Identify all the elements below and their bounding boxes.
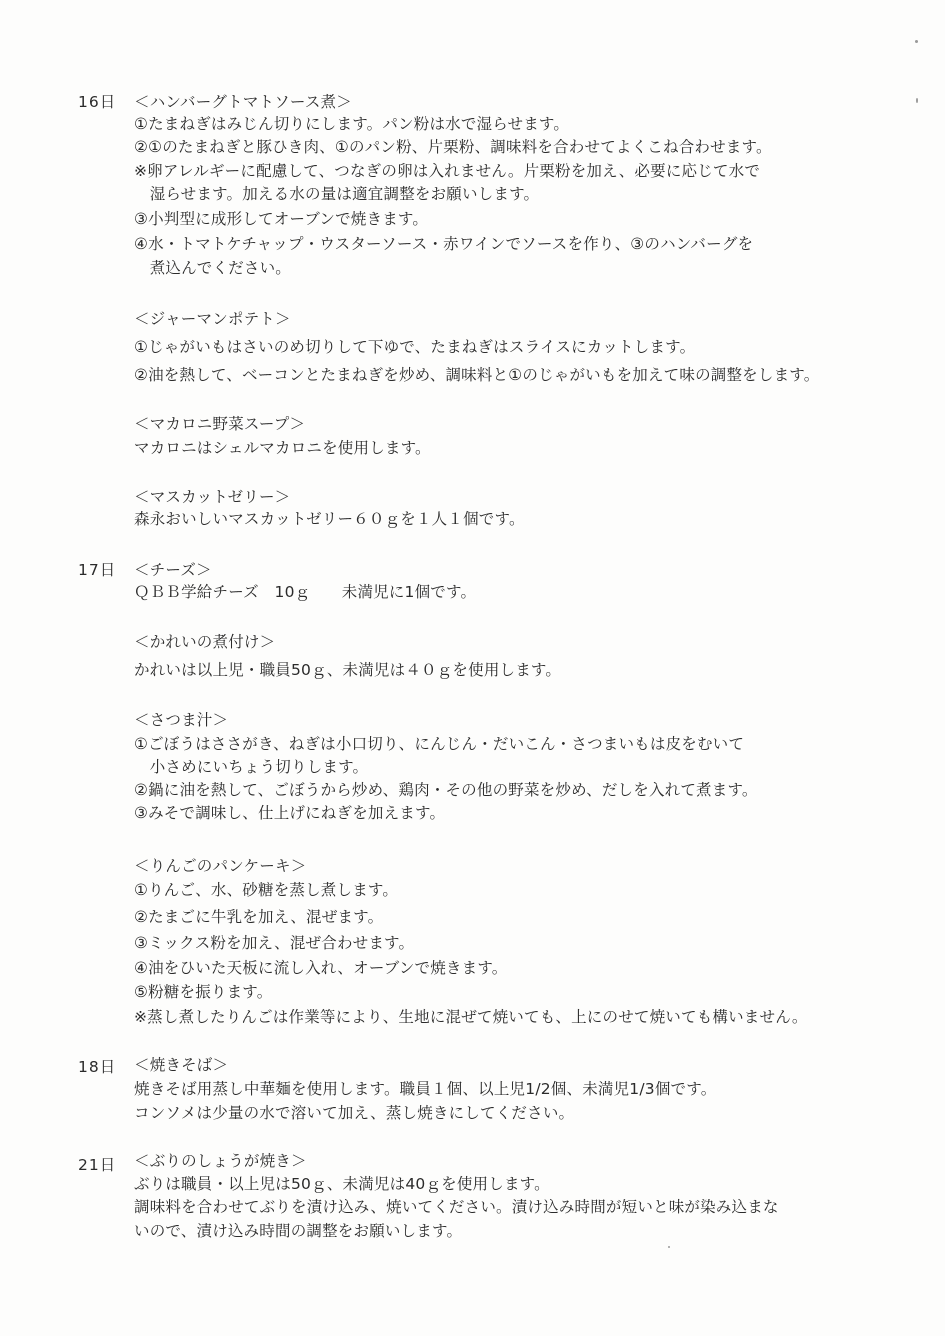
text-line: ぶりは職員・以上児は50ｇ、未満児は40ｇを使用します。 [134, 1175, 550, 1193]
section-title: ＜さつま汁＞ [134, 711, 229, 729]
section-title: ＜ハンバーグトマトソース煮＞ [134, 93, 352, 111]
day-date: 17日 [78, 561, 117, 579]
text-line: ②たまごに牛乳を加え、混ぜます。 [134, 908, 384, 926]
text-line: ⑤粉糖を振ります。 [134, 983, 273, 1001]
section-title: ＜りんごのパンケーキ＞ [134, 857, 307, 875]
text-line: ③小判型に成形してオーブンで焼きます。 [134, 210, 429, 228]
day-date: 18日 [78, 1058, 117, 1076]
scan-speck [915, 40, 918, 43]
text-line: ※卵アレルギーに配慮して、つなぎの卵は入れません。片栗粉を加え、必要に応じて水で [134, 162, 761, 180]
scan-speck [916, 98, 918, 103]
text-line: かれいは以上児・職員50ｇ、未満児は４０ｇを使用します。 [134, 661, 562, 679]
text-line: 森永おいしいマスカットゼリー６０ｇを１人１個です。 [134, 510, 525, 528]
text-line: いので、漬け込み時間の調整をお願いします。 [134, 1222, 463, 1240]
section-title: ＜ジャーマンポテト＞ [134, 310, 291, 328]
text-line: ③ミックス粉を加え、混ぜ合わせます。 [134, 934, 415, 952]
text-line: 湿らせます。加える水の量は適宜調整をお願いします。 [134, 185, 540, 203]
text-line: ＱＢＢ学給チーズ 10ｇ 未満児に1個です。 [134, 583, 477, 601]
text-line: ①じゃがいもはさいのめ切りして下ゆで、たまねぎはスライスにカットします。 [134, 338, 696, 356]
text-line: ③みそで調味し、仕上げにねぎを加えます。 [134, 804, 446, 822]
text-line: コンソメは少量の水で溶いて加え、蒸し焼きにしてください。 [134, 1104, 575, 1122]
text-line: マカロニはシェルマカロニを使用します。 [134, 439, 431, 457]
text-line: ①ごぼうはささがき、ねぎは小口切り、にんじん・だいこん・さつまいもは皮をむいて [134, 735, 745, 753]
section-title: ＜かれいの煮付け＞ [134, 633, 276, 651]
text-line: ①りんご、水、砂糖を蒸し煮します。 [134, 881, 399, 899]
text-line: ①たまねぎはみじん切りにします。パン粉は水で湿らせます。 [134, 115, 570, 133]
section-title: ＜マカロニ野菜スープ＞ [134, 415, 306, 433]
day-date: 21日 [78, 1156, 117, 1174]
text-line: 小さめにいちょう切りします。 [134, 758, 369, 776]
text-line: ※蒸し煮したりんごは作業等により、生地に混ぜて焼いても、上にのせて焼いても構いません。 [134, 1008, 808, 1026]
section-title: ＜ぶりのしょうが焼き＞ [134, 1152, 307, 1170]
text-line: ②油を熱して、ベーコンとたまねぎを炒め、調味料と①のじゃがいもを加えて味の調整をします。 [134, 366, 820, 384]
text-line: ④油をひいた天板に流し入れ、オーブンで焼きます。 [134, 959, 508, 977]
scan-speck [668, 1246, 670, 1248]
section-title: ＜マスカットゼリー＞ [134, 488, 291, 506]
text-line: ②①のたまねぎと豚ひき肉、①のパン粉、片栗粉、調味料を合わせてよくこね合わせます。 [134, 138, 772, 156]
text-line: 煮込んでください。 [134, 259, 292, 277]
section-title: ＜チーズ＞ [134, 561, 212, 579]
text-line: 焼きそば用蒸し中華麺を使用します。職員１個、以上児1/2個、未満児1/3個です。 [134, 1080, 717, 1098]
text-line: ②鍋に油を熱して、ごぼうから炒め、鶏肉・その他の野菜を炒め、だしを入れて煮ます。 [134, 781, 758, 799]
text-line: ④水・トマトケチャップ・ウスターソース・赤ワインでソースを作り、③のハンバーグを [134, 235, 754, 253]
text-line: 調味料を合わせてぶりを漬け込み、焼いてください。漬け込み時間が短いと味が染み込まな [134, 1198, 779, 1216]
day-date: 16日 [78, 93, 117, 111]
section-title: ＜焼きそば＞ [134, 1056, 229, 1074]
